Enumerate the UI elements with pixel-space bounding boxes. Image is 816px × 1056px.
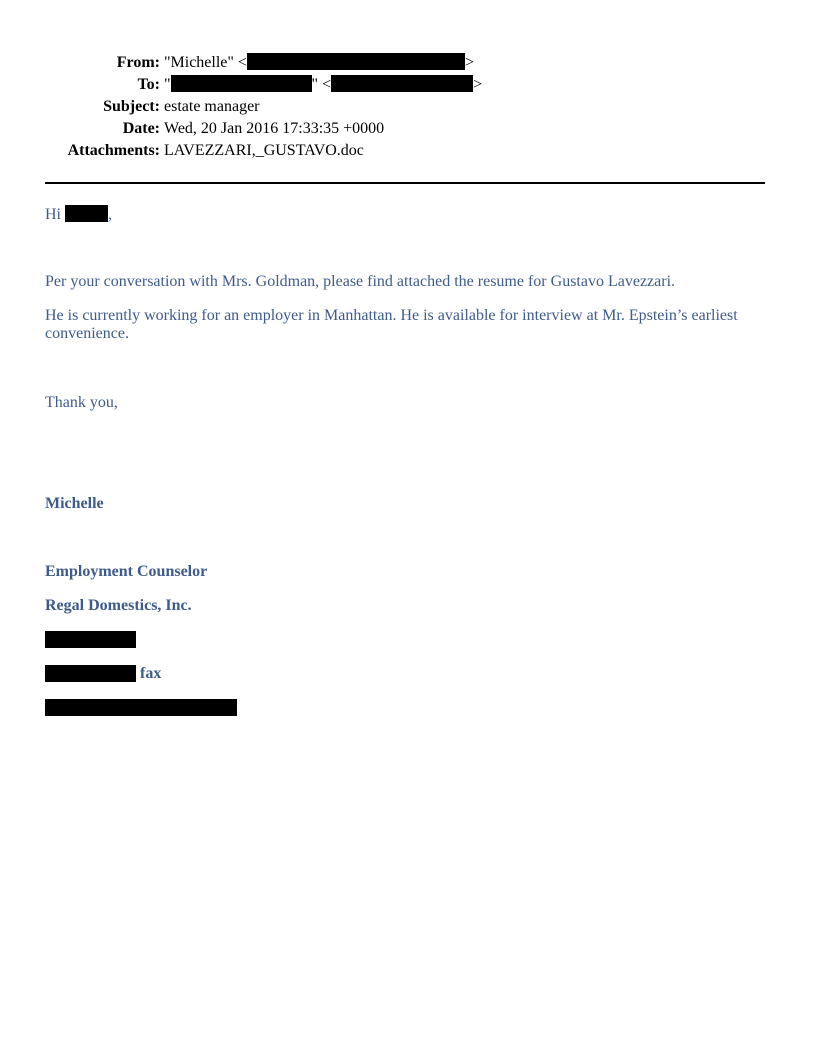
greeting-suffix: ,: [108, 206, 112, 223]
to-row: [0, 74, 816, 96]
paragraph-availability: He is currently working for an employer in Manhattan. He is available for interview at Mr. Epstein’s earliest convenience.: [45, 307, 738, 342]
redacted-fax-number: [45, 665, 136, 682]
redacted-phone: [45, 631, 136, 648]
subject-label: Subject:: [103, 98, 160, 115]
from-row: [0, 52, 816, 74]
subject-row: [0, 96, 816, 118]
from-end: >: [464, 54, 474, 71]
redacted-from-email: [247, 53, 465, 70]
date-row: [0, 118, 816, 140]
redacted-recipient-name: [65, 205, 108, 222]
redacted-to-email: [331, 75, 473, 92]
attachment-filename[interactable]: LAVEZZARI,_GUSTAVO.doc: [164, 142, 364, 159]
attachments-row: [0, 140, 816, 162]
email-header: [0, 52, 816, 162]
to-open: ": [164, 76, 171, 93]
attachments-label: Attachments:: [67, 142, 160, 159]
to-end: >: [473, 76, 483, 93]
redacted-to-name: [171, 75, 312, 92]
to-label: To:: [137, 76, 160, 93]
closing: Thank you,: [45, 394, 118, 411]
from-label: From:: [116, 54, 160, 71]
fax-label: fax: [140, 665, 162, 682]
date-label: Date:: [122, 120, 160, 137]
signature-title: Employment Counselor: [45, 563, 208, 580]
date-value: Wed, 20 Jan 2016 17:33:35 +0000: [164, 120, 385, 137]
from-value: [164, 52, 474, 74]
paragraph-resume: Per your conversation with Mrs. Goldman, please find attached the resume for Gustavo Lavezzari.: [45, 273, 676, 290]
to-mid: " <: [311, 76, 332, 93]
header-divider: [45, 182, 765, 184]
to-value: [164, 74, 482, 96]
from-name: "Michelle" <: [164, 54, 247, 71]
signature-company: Regal Domestics, Inc.: [45, 597, 192, 614]
redacted-email: [45, 699, 237, 716]
greeting: [45, 205, 765, 224]
signature-name: Michelle: [45, 495, 104, 512]
greeting-prefix: Hi: [45, 206, 61, 223]
subject-value: estate manager: [164, 98, 260, 115]
